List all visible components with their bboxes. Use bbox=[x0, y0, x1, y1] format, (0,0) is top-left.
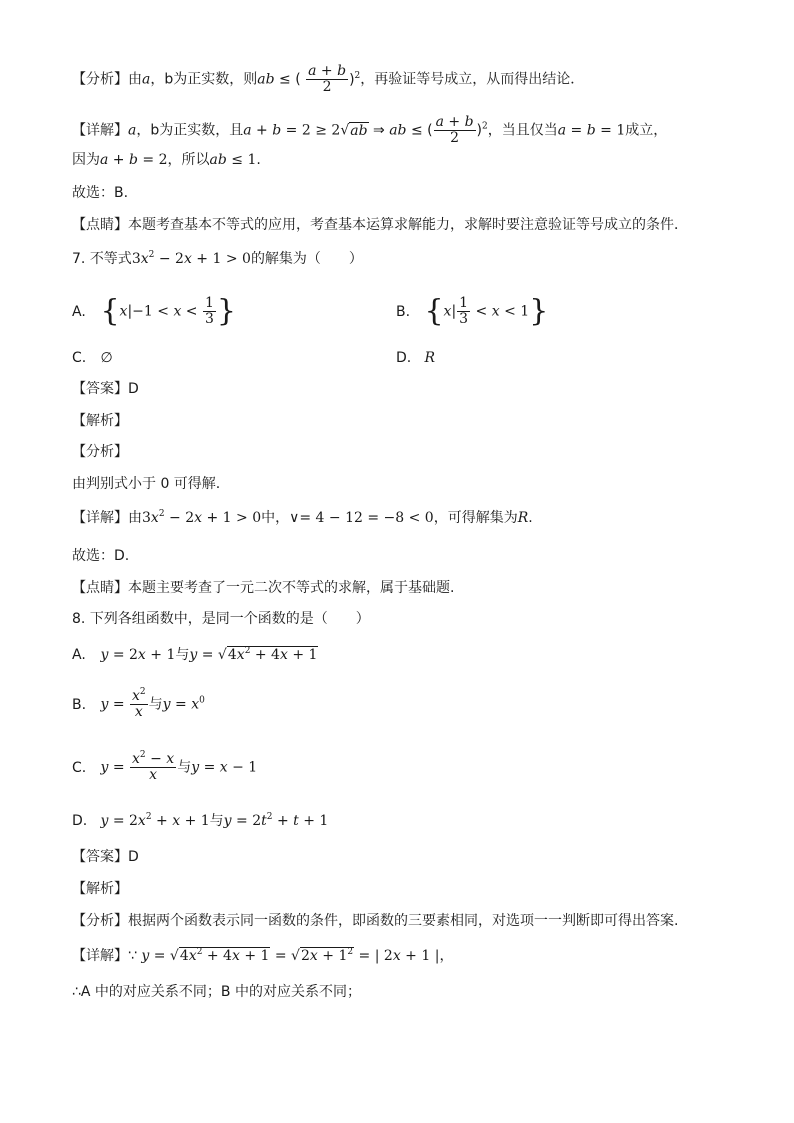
q8-detail-line: 【详解】∵ $y = √4x^2 + 4x + 1 = √2x + 1^2$ = | 2x + 1 |， bbox=[72, 947, 454, 964]
q7-option-a[interactable]: A. {x|−1 < x < $\frac{1}{3}$ } bbox=[72, 293, 237, 329]
q8-option-c[interactable]: C. y = $\frac{x^2 - x}{x}$ 与y = x − 1 bbox=[72, 750, 258, 783]
q6-detail-line: 【详解】a，b为正实数，且a + b = 2 ≥ 2√ab ⇒ ab ≤ ( $\frac{a + b}{2}$ )$^2$，当且仅当a = b = 1成立， bbox=[72, 114, 668, 146]
q6-comment-line: 【点睛】本题考查基本不等式的应用，考查基本运算求解能力，求解时要注意验证等号成立的条件． bbox=[72, 217, 688, 233]
q7-option-d[interactable]: D. R bbox=[396, 350, 435, 366]
q8-option-a[interactable]: A. y = 2x + 1与$y = √4x^2 + 4x + 1$ bbox=[72, 646, 318, 663]
q8-option-b[interactable]: B. y = $\frac{x^2}{x}$ 与$y = x^0$ bbox=[72, 687, 205, 720]
q7-detail-line: 【详解】由$3x^2 - 2x + 1 > 0$中，∨= 4 − 12 = −8 < 0，可得解集为R. bbox=[72, 509, 533, 526]
q7-option-b[interactable]: B. {x| $\frac{1}{3}$ < x < 1} bbox=[396, 293, 549, 329]
q7-comment-line: 【点睛】本题主要考查了一元二次不等式的求解，属于基础题. bbox=[72, 580, 455, 596]
q7-option-c[interactable]: C. ∅ bbox=[72, 350, 113, 366]
q8-option-d[interactable]: D. $y = 2x^2 + x + 1$与$y = 2t^2 + t + 1$ bbox=[72, 812, 329, 829]
q8-solution-tag: 【解析】 bbox=[72, 881, 128, 897]
q6-since-line: 因为a + b = 2，所以ab ≤ 1. bbox=[72, 152, 261, 168]
q7-choice: 故选：D. bbox=[72, 548, 130, 564]
q7-answer: 【答案】D bbox=[72, 381, 139, 397]
q8-therefore: ∴A 中的对应关系不同；B 中的对应关系不同； bbox=[72, 984, 361, 1000]
q8-answer: 【答案】D bbox=[72, 849, 139, 865]
q8-stem: 8. 下列各组函数中，是同一个函数的是（ ） bbox=[72, 611, 370, 627]
q8-analysis-line: 【分析】根据两个函数表示同一函数的条件，即函数的三要素相同，对选项一一判断即可得出答案. bbox=[72, 913, 679, 929]
q7-solution-tag: 【解析】 bbox=[72, 413, 128, 429]
q7-analysis: 由判别式小于 0 可得解. bbox=[72, 476, 221, 492]
q6-choice: 故选：B. bbox=[72, 185, 129, 201]
analysis-tag: 【分析】 bbox=[72, 71, 128, 88]
q7-analysis-tag: 【分析】 bbox=[72, 444, 128, 460]
q7-stem: 7. 不等式$3x^2 - 2x + 1 > 0$的解集为（ ） bbox=[72, 250, 363, 267]
q6-analysis-line: 【分析】由a，b为正实数，则ab ≤ ( $\frac{a + b}{2}$ )$^2$，再验证等号成立，从而得出结论． bbox=[72, 63, 585, 95]
